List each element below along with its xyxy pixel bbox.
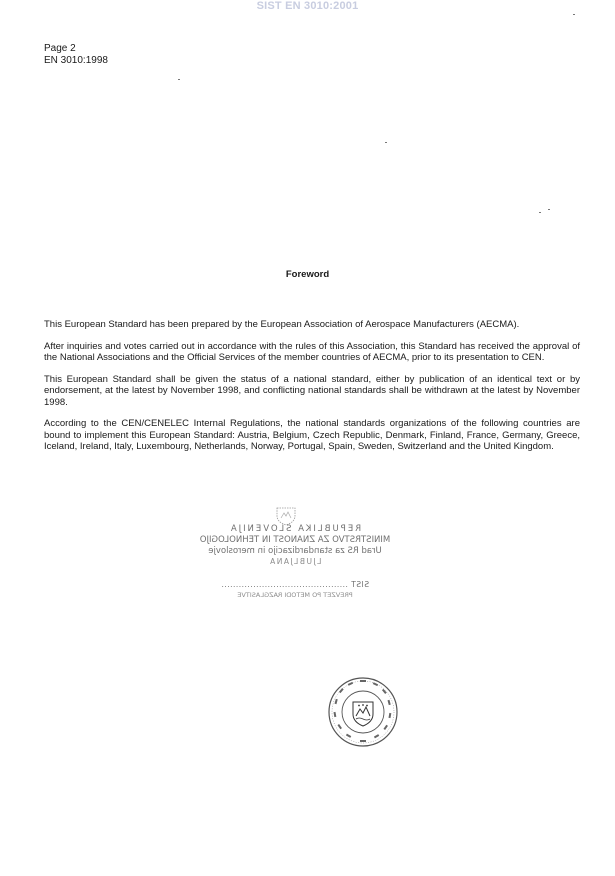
foreword-heading: Foreword bbox=[285, 269, 330, 280]
watermark: SIST EN 3010:2001 bbox=[256, 0, 359, 12]
foreword-paragraph: After inquiries and votes carried out in accordance with the rules of this Association, this Standard has received the approval of the National Associations and the Official Services of the member countries of AECMA, prior to its presentation to CEN. bbox=[44, 340, 580, 363]
standard-number: EN 3010:1998 bbox=[44, 55, 108, 66]
stamp-line: SIST ............................................ bbox=[220, 580, 370, 589]
foreword-paragraph: According to the CEN/CENELEC Internal Regulations, the national standards organizations of the following countries are bound to implement this European Standard: Austria, Belgium, Czech Republic, Denmark, Finland, France, Germany, Greece, Iceland, Ireland, Italy, Luxembourg, Netherlands, Norway, Portugal, Spain, Sweden, Switzerland and the United Kingdom. bbox=[44, 418, 580, 452]
scan-speck bbox=[573, 14, 575, 15]
stamp-line: LJUBLJANA bbox=[268, 557, 322, 566]
stamp-line: Urad RS za standardizacijo in meroslovje bbox=[208, 546, 382, 556]
foreword-body bbox=[44, 319, 580, 463]
stamp-line: PREVZET PO METODI RAZGLASITVE bbox=[237, 591, 353, 599]
approval-stamp bbox=[185, 506, 405, 606]
stamp-line: REPUBLIKA SLOVENIJA bbox=[228, 524, 362, 534]
stamp-line: MINISTRSTVO ZA ZNANOST IN TEHNOLOGIJO bbox=[199, 535, 391, 545]
official-seal-icon bbox=[327, 676, 399, 748]
coat-of-arms-icon bbox=[273, 506, 299, 526]
page-number: Page 2 bbox=[44, 43, 76, 54]
scan-speck bbox=[178, 79, 180, 80]
scan-speck bbox=[539, 212, 541, 213]
foreword-paragraph: This European Standard shall be given the status of a national standard, either by publication of an identical text or by endorsement, at the latest by November 1998, and conflicting national standards shall be withdrawn at the latest by November 1998. bbox=[44, 373, 580, 408]
page-header bbox=[44, 43, 108, 67]
foreword-paragraph: This European Standard has been prepared by the European Association of Aerospace Manufacturers (AECMA). bbox=[44, 319, 520, 330]
scan-speck bbox=[385, 142, 387, 143]
scan-speck bbox=[548, 209, 550, 210]
